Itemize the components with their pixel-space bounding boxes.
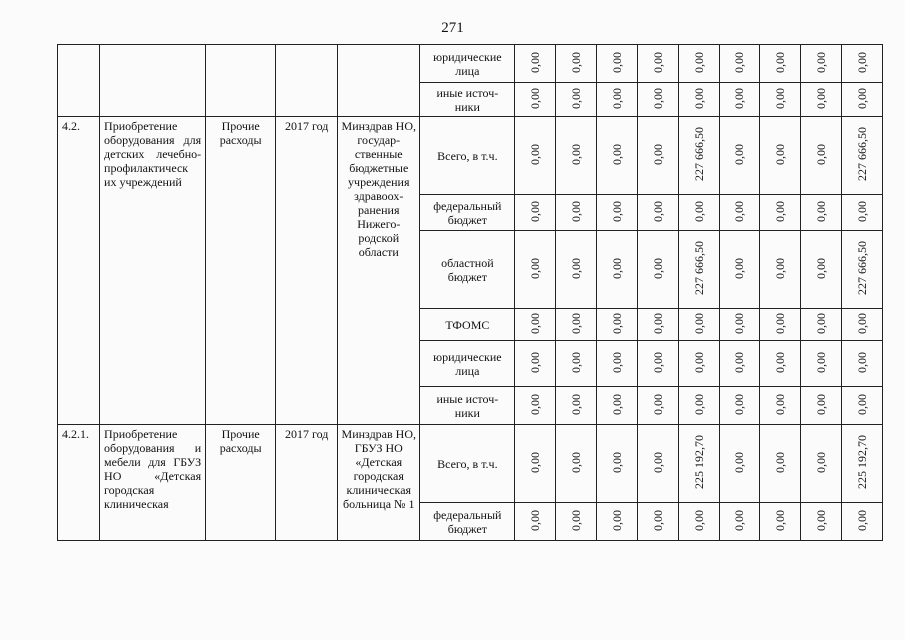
item-name: Приобретение оборудования для детских лечебно-профилактическ их учреждений [100,117,206,425]
value-text: 0,00 [732,351,747,373]
value-text: 0,00 [691,200,706,222]
value-cell [760,45,801,83]
value-text: 0,00 [569,509,584,531]
value-text: 0,00 [609,200,624,222]
value-text: 0,00 [569,351,584,373]
value-cell [678,425,719,503]
value-text: 0,00 [569,257,584,279]
value-text: 0,00 [569,393,584,415]
value-cell [597,425,638,503]
value-text: 0,00 [732,87,747,109]
value-cell [556,309,597,341]
value-text: 0,00 [650,257,665,279]
value-cell [719,117,760,195]
value-cell [597,309,638,341]
value-cell [637,503,678,541]
value-text: 0,00 [773,393,788,415]
value-text: 0,00 [650,87,665,109]
value-text: 0,00 [528,393,543,415]
value-cell [678,195,719,231]
value-text: 0,00 [609,393,624,415]
value-text: 0,00 [773,312,788,334]
value-text: 0,00 [691,87,706,109]
page-number: 271 [441,20,464,36]
value-cell [637,83,678,117]
funding-source: юридические лица [420,45,515,83]
value-cell [801,231,842,309]
value-cell [719,341,760,387]
value-cell [842,309,883,341]
value-cell [556,425,597,503]
value-cell [678,309,719,341]
value-text: 0,00 [814,257,829,279]
value-text: 0,00 [814,451,829,473]
value-cell [719,425,760,503]
value-text: 0,00 [814,200,829,222]
value-cell [515,503,556,541]
value-text: 0,00 [609,143,624,165]
value-text: 0,00 [732,143,747,165]
item-executor: Минздрав НО, государ-ственные бюджетные учреждения здравоох-ранения Нижего-родской области [338,117,420,425]
value-cell [760,195,801,231]
value-text: 0,00 [528,143,543,165]
value-text: 0,00 [528,200,543,222]
item-year [276,45,338,117]
value-cell [678,83,719,117]
value-cell [842,425,883,503]
item-name [100,45,206,117]
value-text: 0,00 [855,351,870,373]
item-year: 2017 год [276,117,338,425]
value-cell [801,83,842,117]
value-cell [637,45,678,83]
value-cell [842,387,883,425]
value-cell [760,341,801,387]
value-cell [719,309,760,341]
value-cell [515,309,556,341]
funding-source: Всего, в т.ч. [420,117,515,195]
funding-source: иные источ-ники [420,83,515,117]
value-cell [842,195,883,231]
value-text: 0,00 [773,451,788,473]
funding-source: федеральный бюджет [420,195,515,231]
expense-type: Прочие расходы [206,425,276,541]
value-text: 0,00 [650,143,665,165]
value-cell [515,387,556,425]
value-text: 0,00 [528,509,543,531]
item-number: 4.2. [58,117,100,425]
value-cell [515,83,556,117]
value-text: 0,00 [609,509,624,531]
value-cell [760,117,801,195]
value-text: 0,00 [814,51,829,73]
value-text: 0,00 [773,200,788,222]
value-cell [637,341,678,387]
value-text: 0,00 [528,351,543,373]
value-cell [678,117,719,195]
value-text: 225 192,70 [691,435,706,489]
item-name: Приобретение оборудования и мебели для ГБУЗ НО «Детская городская клиническая [100,425,206,541]
funding-source: федеральный бюджет [420,503,515,541]
value-cell [842,117,883,195]
funding-source: ТФОМС [420,309,515,341]
item-executor: Минздрав НО, ГБУЗ НО «Детская городская клиническая больница № 1 [338,425,420,541]
value-cell [556,503,597,541]
value-cell [637,117,678,195]
value-cell [678,45,719,83]
value-text: 0,00 [650,51,665,73]
value-text: 0,00 [814,509,829,531]
value-cell [801,117,842,195]
funding-source: Всего, в т.ч. [420,425,515,503]
value-cell [515,117,556,195]
value-cell [719,231,760,309]
value-text: 0,00 [732,312,747,334]
value-text: 0,00 [650,393,665,415]
value-text: 0,00 [569,200,584,222]
item-number [58,45,100,117]
value-text: 0,00 [773,351,788,373]
value-text: 0,00 [814,393,829,415]
value-text: 0,00 [609,312,624,334]
value-text: 0,00 [773,143,788,165]
value-text: 0,00 [732,393,747,415]
value-cell [556,117,597,195]
value-text: 0,00 [691,351,706,373]
value-cell [719,387,760,425]
item-year: 2017 год [276,425,338,541]
value-cell [801,503,842,541]
value-cell [842,341,883,387]
value-cell [556,195,597,231]
value-cell [842,231,883,309]
value-text: 0,00 [814,351,829,373]
value-text: 0,00 [609,351,624,373]
value-cell [637,387,678,425]
value-cell [760,231,801,309]
funding-source: областной бюджет [420,231,515,309]
value-cell [597,503,638,541]
value-text: 0,00 [691,509,706,531]
value-cell [597,231,638,309]
value-text: 0,00 [855,393,870,415]
value-cell [678,503,719,541]
value-text: 0,00 [650,451,665,473]
value-text: 0,00 [855,87,870,109]
value-cell [556,45,597,83]
value-cell [597,117,638,195]
expense-type [206,45,276,117]
value-text: 0,00 [814,312,829,334]
value-text: 227 666,50 [691,127,706,181]
value-cell [637,231,678,309]
value-cell [597,45,638,83]
value-text: 0,00 [528,257,543,279]
value-text: 0,00 [650,509,665,531]
value-cell [719,45,760,83]
value-cell [597,341,638,387]
value-cell [515,45,556,83]
value-cell [760,387,801,425]
value-cell [760,425,801,503]
value-text: 0,00 [528,87,543,109]
value-cell [842,45,883,83]
value-cell [556,231,597,309]
value-text: 0,00 [814,87,829,109]
value-cell [842,503,883,541]
value-text: 0,00 [691,312,706,334]
value-text: 227 666,50 [691,241,706,295]
value-text: 0,00 [773,51,788,73]
value-cell [678,341,719,387]
value-text: 0,00 [569,451,584,473]
expense-type: Прочие расходы [206,117,276,425]
value-text: 0,00 [732,509,747,531]
value-text: 0,00 [609,51,624,73]
value-cell [515,341,556,387]
value-text: 0,00 [855,200,870,222]
value-text: 0,00 [855,51,870,73]
value-text: 0,00 [609,257,624,279]
value-text: 0,00 [732,200,747,222]
value-text: 0,00 [814,143,829,165]
value-cell [719,195,760,231]
table-row [58,425,883,503]
value-text: 0,00 [569,51,584,73]
value-text: 0,00 [773,87,788,109]
value-cell [801,195,842,231]
table-row [58,117,883,195]
value-cell [556,387,597,425]
value-cell [515,425,556,503]
value-text: 0,00 [732,257,747,279]
value-cell [637,195,678,231]
value-cell [719,83,760,117]
value-text: 0,00 [569,143,584,165]
value-text: 0,00 [609,87,624,109]
value-cell [597,195,638,231]
value-text: 0,00 [650,351,665,373]
value-cell [801,341,842,387]
value-text: 0,00 [691,51,706,73]
value-cell [760,83,801,117]
value-text: 0,00 [650,312,665,334]
value-cell [760,309,801,341]
item-number: 4.2.1. [58,425,100,541]
value-text: 0,00 [650,200,665,222]
value-text: 0,00 [569,312,584,334]
value-text: 0,00 [773,509,788,531]
value-cell [678,387,719,425]
value-cell [637,425,678,503]
value-cell [842,83,883,117]
item-executor [338,45,420,117]
table-row [58,45,883,83]
value-cell [556,83,597,117]
value-text: 0,00 [609,451,624,473]
value-text: 0,00 [528,451,543,473]
value-text: 0,00 [569,87,584,109]
value-cell [719,503,760,541]
value-cell [801,425,842,503]
value-text: 0,00 [691,393,706,415]
value-text: 225 192,70 [855,435,870,489]
value-text: 0,00 [528,51,543,73]
value-text: 0,00 [732,51,747,73]
value-cell [597,387,638,425]
value-cell [515,231,556,309]
value-text: 0,00 [855,312,870,334]
value-cell [801,45,842,83]
funding-source: юридические лица [420,341,515,387]
funding-source: иные источ-ники [420,387,515,425]
value-text: 0,00 [773,257,788,279]
value-cell [597,83,638,117]
value-cell [801,387,842,425]
value-text: 227 666,50 [855,127,870,181]
budget-table [57,44,883,541]
value-cell [515,195,556,231]
value-cell [637,309,678,341]
value-cell [760,503,801,541]
value-text: 227 666,50 [855,241,870,295]
value-cell [678,231,719,309]
value-cell [801,309,842,341]
value-text: 0,00 [732,451,747,473]
value-cell [556,341,597,387]
value-text: 0,00 [855,509,870,531]
value-text: 0,00 [528,312,543,334]
